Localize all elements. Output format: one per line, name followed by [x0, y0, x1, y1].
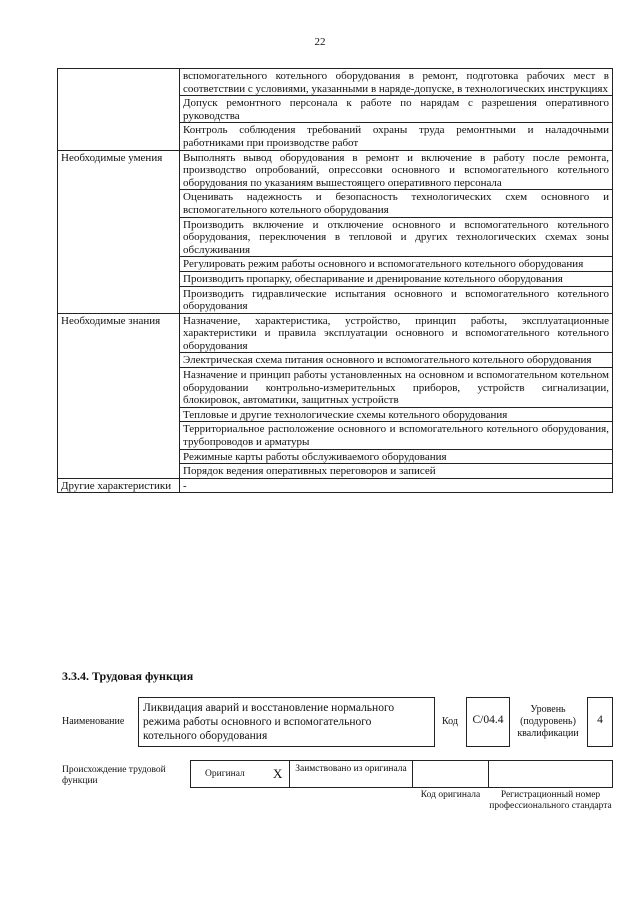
original-cell	[190, 760, 290, 788]
reg-number-caption: Регистрационный номер профессионального стандарта	[489, 790, 612, 811]
row-item: -	[180, 478, 613, 493]
row-item: Допуск ремонтного персонала к работе по нарядам с разрешения оперативного руководства	[180, 96, 613, 123]
row-item: Тепловые и другие технологические схемы котельного оборудования	[180, 407, 613, 422]
row-item: Оценивать надежность и безопасность технологических схем основного и вспомогательного котельного оборудования	[180, 190, 613, 217]
row-item: вспомогательного котельного оборудования в ремонт, подготовка рабочих мест в соответствии с условиями, указанными в наряде-допуске, в технологических инструкциях	[180, 69, 613, 96]
competency-table	[57, 68, 613, 493]
origin-label: Происхождение трудовой функции	[62, 765, 166, 786]
row-item: Производить включение и отключение основного и вспомогательного котельного оборудования, переключения в тепловой и других технологических схемах зоны обслуживания	[180, 217, 613, 257]
code-label: Код	[442, 716, 458, 727]
row-label	[58, 69, 180, 151]
row-item: Регулировать режим работы основного и вспомогательного котельного оборудования	[180, 257, 613, 272]
table-row	[58, 478, 613, 493]
level-label: Уровень (подуровень) квалификации	[517, 704, 579, 739]
row-item: Выполнять вывод оборудования в ремонт и включение в работу после ремонта, производство опробований, опрессовки основного и вспомогательного котельного оборудования по указаниям вышестоящего оперативного персонала	[180, 150, 613, 190]
row-label: Необходимые знания	[58, 313, 180, 478]
row-item: Порядок ведения оперативных переговоров и записей	[180, 464, 613, 479]
original-mark: X	[273, 766, 283, 781]
section-title: 3.3.4. Трудовая функция	[62, 669, 194, 683]
level-value: 4	[597, 714, 603, 726]
original-label: Оригинал	[205, 769, 245, 779]
function-name: Ликвидация аварий и восстановление нормального режима работы основного и вспомогательного котельного оборудования	[143, 702, 395, 742]
code-original-cell	[412, 760, 489, 788]
borrowed-cell	[289, 760, 413, 788]
row-label: Другие характеристики	[58, 478, 180, 493]
row-item: Назначение, характеристика, устройство, принцип работы, эксплуатационные характеристики и правила эксплуатации основного и вспомогательного котельного оборудования	[180, 313, 613, 353]
row-item: Контроль соблюдения требований охраны труда ремонтными и наладочными работниками при производстве работ	[180, 123, 613, 150]
page-number: 22	[314, 36, 326, 48]
table-row	[58, 313, 613, 353]
row-item: Электрическая схема питания основного и вспомогательного котельного оборудования	[180, 353, 613, 368]
code-original-caption: Код оригинала	[420, 790, 481, 800]
level-box	[587, 697, 613, 747]
name-label: Наименование	[62, 716, 125, 727]
row-item: Территориальное расположение основного и вспомогательного котельного оборудования, трубопроводов и арматуры	[180, 422, 613, 449]
code-box	[466, 697, 510, 747]
table-row	[58, 150, 613, 190]
code-value: С/04.4	[472, 714, 504, 726]
row-item: Назначение и принцип работы установленных на основном и вспомогательном котельном оборудовании контрольно-измерительных приборов, устройств сигнализации, блокировок, автоматики, защитных устройств	[180, 368, 613, 408]
row-label: Необходимые умения	[58, 150, 180, 313]
reg-number-cell	[488, 760, 613, 788]
table-row	[58, 69, 613, 96]
row-item: Режимные карты работы обслуживаемого оборудования	[180, 449, 613, 464]
borrowed-label: Заимствовано из оригинала	[295, 764, 407, 774]
row-item: Производить гидравлические испытания основного и вспомогательного котельного оборудования	[180, 286, 613, 313]
row-item: Производить пропарку, обеспаривание и дренирование котельного оборудования	[180, 271, 613, 286]
name-box	[138, 697, 435, 747]
